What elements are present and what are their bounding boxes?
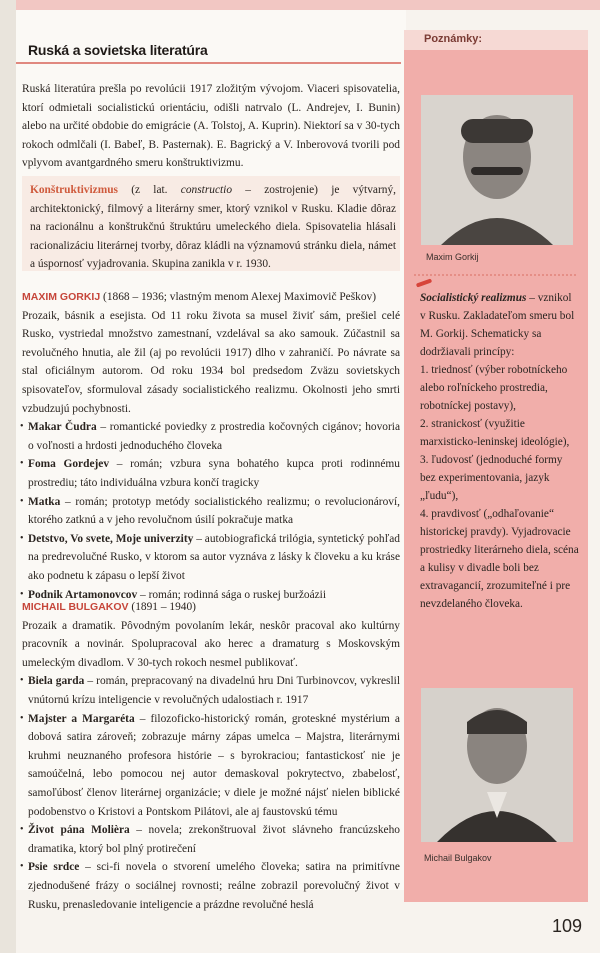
list-item: • Foma Gordejev – román; vzbura syna bohatého kupca proti rodinnému prostrediu; táto individuálna vzbura končí tragicky: [22, 455, 400, 492]
notes-label: Poznámky:: [424, 33, 483, 45]
socialist-realism-note: Socialistický realizmus – vznikol v Rusku. Zakladateľom smeru bol M. Gorkij. Schematicky sa dodržiavali princípy: 1. triednosť (výber robotníckeho alebo roľníckeho prostredia, robotníckej postavy), 2. stranickosť (využitie marxisticko-leninskej ideológie), 3. ľudovosť (jednoduché formy bez experimentovania, jazyk „ľudu“), 4. pravdivosť („odhaľovanie“ historickej pravdy). Vyjadrovacie prostriedky literárneho diela, scéna a kulisy v divadle boli bez extravagancií, zrozumiteľné i pre nevzdelaného človeka.: [420, 289, 580, 613]
sidebar-divider: [414, 274, 576, 276]
bulgakov-name: MICHAIL BULGAKOV: [22, 601, 129, 613]
gorkij-bio: Prozaik, básnik a esejista. Od 11 roku života sa musel živiť sám, prešiel celé Rusko, vystriedal množstvo zamestnaní, vzdelával sa ako samouk. Zúčastnil sa revolučného hnutia, ale žil (aj po revolúcii 1917) dlho v zahraničí. Po návrate sa stal oficiálnym autorom. Od roku 1934 bol predsedom Zväzu sovietskych spisovateľov, sformuloval zásady socialistického realizmu. Okolnosti jeho smrti vzbudzujú pochybnosti.: [22, 309, 400, 415]
bulgakov-dates: (1891 – 1940): [128, 601, 196, 613]
list-item: • Život pána Molièra – novela; zrekonštruoval život slávneho francúzskeho dramatika, ktorý bol plný protirečení: [22, 821, 400, 858]
intro-paragraph: Ruská literatúra prešla po revolúcii 1917 zložitým vývojom. Viaceri spisovatelia, ktorí odmietali socialistickú orientáciu, odišli natrvalo (L. Andrejev, I. Bunin) alebo na určité obdobie do emigrácie (A. Tolstoj, A. Kuprin). Niektorí sa v 30-tych rokoch odmlčali (I. Babeľ, B. Pasternak). E. Bagrický a V. Inberovová tvorili pod vplyvom avantgardného smeru konštruktivizmu.: [22, 83, 400, 170]
portrait-image: [421, 95, 573, 245]
list-item: • Biela garda – román, prepracovaný na divadelnú hru Dni Turbinovcov, vykreslil vnútornú krízu inteligencie v revolučných udalostiach r. 1917: [22, 672, 400, 709]
gorkij-section: [22, 288, 400, 604]
notes-header: [404, 30, 588, 50]
bulgakov-bio: Prozaik a dramatik. Pôvodným povolaním lekár, neskôr pracoval ako kultúrny pracovník a novinár. Spolupracoval ako herec a dramaturg s Moskovským umeleckým divadlom. V 30-tych rokoch nesmel publikovať.: [22, 619, 400, 669]
gorkij-photo: [421, 95, 573, 245]
title-underline: [16, 62, 401, 64]
gorkij-heading: [22, 288, 400, 307]
constructivism-term: Konštruktivizmus: [30, 184, 118, 196]
portrait-image: [421, 688, 573, 842]
principle-4: 4. pravdivosť („odhaľovanie“ historickej pravdy). Vyjadrovacie prostriedky literárneho diela, scéna a kulisy v divadle boli bez extravagancií, zrozumiteľné i pre nevzdelaného človeka.: [420, 508, 579, 610]
list-item: • Psie srdce – sci-fi novela o stvorení umelého človeka; satira na primitívne zjednodušené frázy o sociálnej rovnosti; reálne zobrazil porevolučný život v Rusku, prenasledovanie inteligencie a prázdne revolučné heslá: [22, 858, 400, 914]
page-title: Ruská a sovietska literatúra: [28, 42, 208, 58]
principle-2: 2. stranickosť (využitie marxisticko-leninskej ideológie),: [420, 418, 570, 448]
bulgakov-works: [22, 672, 400, 914]
page-gutter: [0, 0, 16, 953]
gorkij-dates: (1868 – 1936; vlastným menom Alexej Maximovič Peškov): [100, 291, 377, 303]
principle-1: 1. triednosť (výber robotníckeho alebo roľníckeho prostredia, robotníckej postavy),: [420, 364, 568, 412]
bulgakov-heading: [22, 598, 400, 617]
principle-3: 3. ľudovosť (jednoduché formy bez experimentovania, jazyk „ľudu“),: [420, 454, 563, 502]
list-item: • Makar Čudra – romantické poviedky z prostredia kočovných cigánov; hovoria o voľnosti a hrdosti jednoduchého človeka: [22, 418, 400, 455]
sr-term: Socialistický realizmus: [420, 292, 527, 304]
list-item: • Detstvo, Vo svete, Moje univerzity – autobiografická trilógia, syntetický pohľad na predrevolučné Rusko, v ktorom sa autor vyznáva z lásky k človeku a ku kráse ako podnetu k zápasu o lepší život: [22, 530, 400, 586]
list-item: • Podnik Artamonovcov – román; rodinná sága o ruskej buržoázii: [22, 586, 400, 605]
top-edge: [16, 0, 600, 10]
gorkij-works: [22, 418, 400, 604]
bulgakov-section: [22, 598, 400, 914]
gorkij-caption: Maxim Gorkij: [426, 252, 479, 262]
bulgakov-caption: Michail Bulgakov: [424, 853, 492, 863]
list-item: • Matka – román; prototyp metódy socialistického realizmu; o revolucionároví, ktorého zatknú a v jeho revolučnom úsilí pokračuje matka: [22, 493, 400, 530]
constructivism-paragraph: Konštruktivizmus (z lat. constructio – zostrojenie) je výtvarný, architektonický, filmový a literárny smer, ktorý vznikol v Rusku. Kladie dôraz na racionálnu a konštrukčnú štruktúru umeleckého diela. Spisovatelia hlásali racionalizáciu literárnej tvorby, dôraz kládli na významovú stránku diela, námet a úspornosť vyjadrovania. Skupina zanikla v r. 1930.: [30, 184, 397, 271]
bulgakov-photo: [421, 688, 573, 842]
gorkij-name: MAXIM GORKIJ: [22, 291, 101, 303]
page-number: 109: [551, 916, 582, 936]
list-item: • Majster a Margaréta – filozoficko-historický román, groteskné mystérium a dobová satira zároveň; zobrazuje márny zápas umelca – Majstra, literárnymi kruhmi neuznaného profesora histórie – s byrokraciou; fantastickosť nie je samoúčelná, lebo pomocou nej autor demaskoval pokrytectvo, zbabelosť, samoľúbosť členov literárnej organizácie; v diele je možné nájsť nielen biblické podobenstvo o Kristovi a Pontskom Pilátovi, ale aj faustovskú tému: [22, 710, 400, 822]
